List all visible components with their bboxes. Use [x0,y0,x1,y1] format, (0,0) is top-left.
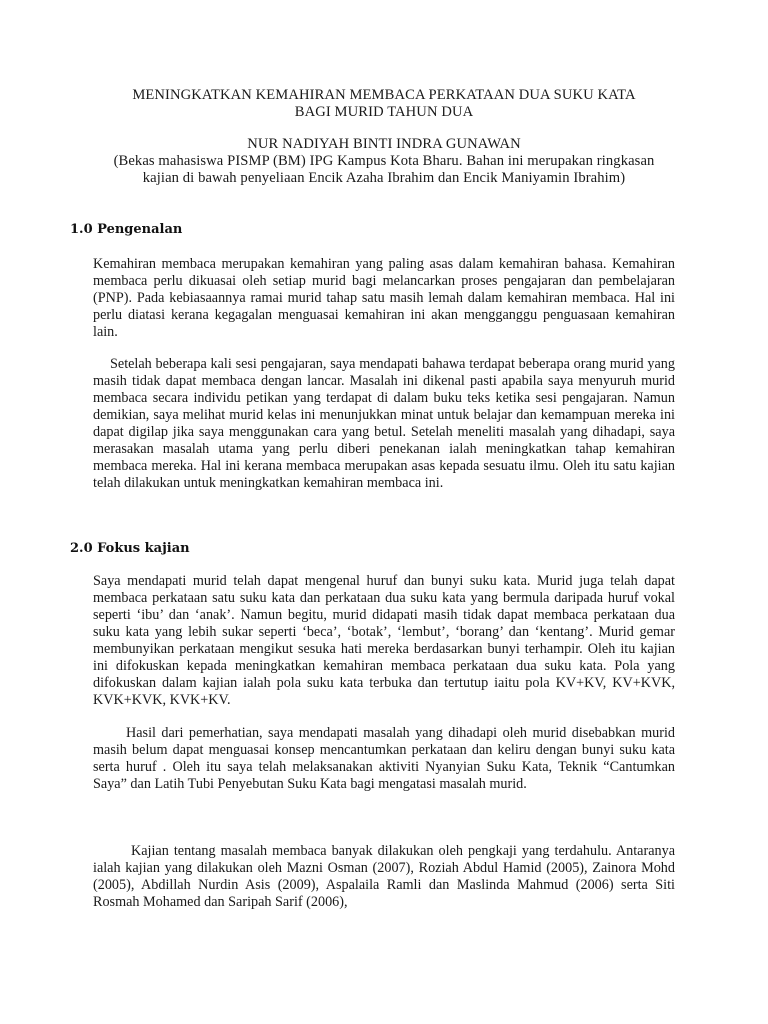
paragraph-fokus-2: Hasil dari pemerhatian, saya mendapati masalah yang dihadapi oleh murid disebabkan murid masih belum dapat menguasai konsep mencantumkan perkataan dan keliru dengan bunyi suku kata serta huruf . Oleh itu saya telah melaksanakan aktiviti Nyanyian Suku Kata, Teknik “Cantumkan Saya” dan Latih Tubi Penyebutan Suku Kata bagi mengatasi masalah murid. [93,725,675,792]
section-heading-fokus-kajian: 2.0 Fokus kajian [70,541,190,556]
paragraph-fokus-3: Kajian tentang masalah membaca banyak dilakukan oleh pengkaji yang terdahulu. Antaranya ialah kajian yang dilakukan oleh Mazni Osman (2007), Roziah Abdul Hamid (2005), Zainora Mohd (2005), Abdillah Nurdin Asis (2009), Aspalaila Ramli dan Maslinda Mahmud (2006) serta Siti Rosmah Mohamed dan Saripah Sarif (2006), [93,843,675,910]
title-line-1: MENINGKATKAN KEMAHIRAN MEMBACA PERKATAAN DUA SUKU KATA [132,87,636,103]
paragraph-pengenalan-1: Kemahiran membaca merupakan kemahiran yang paling asas dalam kemahiran bahasa. Kemahiran membaca perlu dikuasai oleh setiap murid bagi melancarkan proses pengajaran dan pembelajaran (PNP). Pada kebiasaannya ramai murid tahap satu masih lemah dalam kemahiran membaca. Hal ini perlu diatasi kerana kegagalan menguasai kemahiran ini akan mengganggu penguasaan kemahiran lain. [93,256,675,340]
paragraph-pengenalan-2: Setelah beberapa kali sesi pengajaran, saya mendapati bahawa terdapat beberapa orang murid yang masih tidak dapat membaca dengan lancar. Masalah ini dikenal pasti apabila saya menyuruh murid membaca secara individu petikan yang terdapat di dalam buku teks ketika sesi pengajaran. Namun demikian, saya melihat murid kelas ini menunjukkan minat untuk belajar dan kemampuan mereka ini dapat digilap jika saya menggunakan cara yang betul. Setelah meneliti masalah yang dihadapi, saya merasakan masalah utama yang perlu diberi penekanan ialah meningkatkan tahap kemahiran membaca mereka. Hal ini kerana membaca merupakan asas kepada sesuatu ilmu. Oleh itu satu kajian telah dilakukan untuk meningkatkan kemahiran membaca ini. [93,356,675,491]
paragraph-fokus-1: Saya mendapati murid telah dapat mengenal huruf dan bunyi suku kata. Murid juga telah dapat membaca perkataan satu suku kata dan perkataan dua suku kata yang bermula daripada huruf vokal seperti ‘ibu’ dan ‘anak’. Namun begitu, murid didapati masih tidak dapat membaca perkataan dua suku kata yang lebih sukar seperti ‘beca’, ‘botak’, ‘lembut’, ‘borang’ dan ‘kentang’. Murid gemar membunyikan perkataan mengikut sesuka hati mereka berdasarkan bunyi terhampir. Oleh itu kajian ini difokuskan kepada meningkatkan kemahiran membaca perkataan dua suku kata. Pola yang difokuskan dalam kajian ialah pola suku kata terbuka dan tertutup iaitu pola KV+KV, KV+KVK, KVK+KVK, KVK+KV. [93,573,675,708]
document-title [60,87,708,121]
author-name: NUR NADIYAH BINTI INDRA GUNAWAN [247,136,521,152]
section-heading-pengenalan: 1.0 Pengenalan [70,222,183,237]
affiliation-line-2: kajian di bawah penyeliaan Encik Azaha Ibrahim dan Encik Maniyamin Ibrahim) [142,170,626,186]
affiliation-line-1: (Bekas mahasiswa PISMP (BM) IPG Kampus Kota Bharu. Bahan ini merupakan ringkasan [113,153,655,169]
title-line-2: BAGI MURID TAHUN DUA [294,104,474,120]
author-block [60,136,708,187]
